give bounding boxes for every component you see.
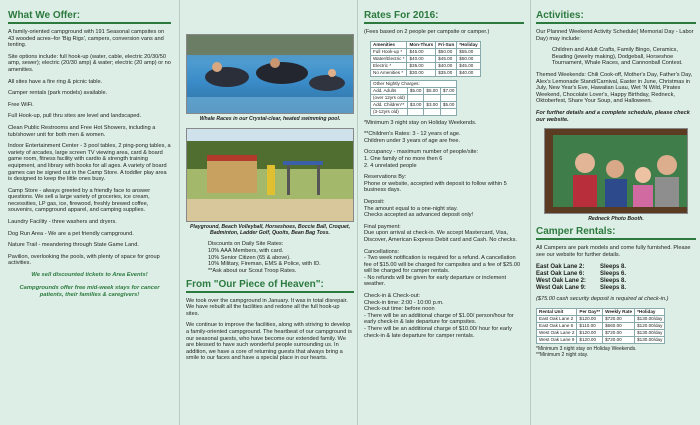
discount-item: **Ask about our Scout Troop Rates.: [208, 267, 297, 274]
table-cell: Full Hook-up *: [371, 48, 407, 55]
check-in-out: Check-in & Check-out: Check-in time: 2:00 - 10:00 p.m. Check-out time: before noon - There will be an additional charge of $1.00/ person/hour for early check-in & late departure for campsites. - There will be an additional charge of $10.00/ hour for early check-in & late departure for camper rentals.: [364, 293, 514, 339]
table-cell: $130.00/day: [635, 336, 665, 343]
offer-item: Camp Store - always greeted by a friendly face to answer questions. We sell a large variety of groceries, ice cream, necessities, LP gas, ice, firewood, freshly brewed coffee, souvenirs, campground apparel, and camping supplies.: [8, 187, 151, 214]
rental-unit-sleeps: Sleeps 8.: [600, 277, 627, 284]
table-cell: $40.00: [436, 62, 457, 69]
table-cell: East Oak Lane 2: [537, 315, 577, 322]
table-header-cell: Weekly Rate: [603, 308, 635, 315]
table-cell: (over 12yrs old): [371, 94, 408, 101]
rental-unit-sleeps: Sleeps 8.: [600, 263, 627, 270]
offer-item: Clean Public Restrooms and Free Hot Showers, including a tub/shower unit for both men & women.: [8, 124, 156, 138]
table-cell: $120.00: [577, 336, 603, 343]
table-header-cell: *Holiday: [457, 41, 480, 48]
rental-unit-name: East Oak Lane 6:: [536, 270, 585, 277]
table-cell: West Oak Lane 9: [537, 336, 577, 343]
table-cell: $35.00: [436, 69, 457, 76]
playground-photo-art: [187, 129, 354, 221]
table-cell: $120.00: [577, 315, 603, 322]
table-cell: $130.00/day: [635, 315, 665, 322]
sleeps-row: [536, 271, 696, 278]
offer-item: Site options include: full hook-up (water, cable, electric 20/30/50 amp, sewer); electric (20/30 amp) & water; electric (20 amp) or no amenities.: [8, 53, 171, 73]
themed-weekends: Themed Weekends: Chili Cook-off, Mother's Day, Father's Day, Alex's Lemonade Stand/Carnival, Easter in June, Christmas in July, New Year's Eve, Hawaiian Luau, Wet 'N Wild, Pirates Weekend, Chocolate Lover's, Happy Birthday, Redneck, Oktoberfest, Share Your Soup, and Halloween.: [536, 71, 693, 105]
final-payment: Final payment: Due upon arrival at check-in. We accept Mastercard, Visa, Discover, American Express Debit card and Cash. No checks.: [364, 223, 517, 243]
rental-row: [537, 322, 665, 329]
table-cell: $3.00: [407, 101, 424, 108]
what-we-offer-column: [0, 0, 177, 425]
table-cell: $120.00/day: [635, 322, 665, 329]
rental-unit-sleeps: Sleeps 8.: [600, 285, 627, 292]
rental-unit-sleeps: Sleeps 6.: [600, 270, 627, 277]
table-cell: $50.00: [436, 48, 457, 55]
table-header-cell: Mon-Thurs: [407, 41, 436, 48]
fold-line: [530, 0, 531, 425]
table-cell: $45.00: [407, 48, 436, 55]
table-cell: $40.00: [407, 55, 436, 62]
activities-column: [532, 0, 700, 425]
deposit: Deposit: The amount equal to a one-night stay. Checks accepted as advanced deposit only!: [364, 198, 474, 219]
offer-item: Free WiFi.: [8, 101, 34, 108]
table-cell: $720.00: [603, 315, 635, 322]
table-cell: $50.00: [457, 55, 480, 62]
table-cell: $3.00: [424, 101, 441, 108]
pool-photo: [186, 34, 354, 114]
table-cell: (3-12yrs old): [371, 108, 408, 115]
table-cell: Add. Children**: [371, 101, 408, 108]
discount-item: 10% Military, Fireman, EMS & Police, with ID.: [208, 261, 321, 268]
table-cell: $660.00: [603, 322, 635, 329]
rental-footnote-minimum: **Minimum 2 night stay.: [536, 351, 589, 358]
rental-unit-name: West Oak Lane 9:: [536, 285, 586, 292]
table-cell: $720.00: [603, 336, 635, 343]
rentals-intro: All Campers are park models and come fully furnished. Please see our website for further details.: [536, 245, 691, 258]
table-cell: $5.00: [440, 101, 457, 108]
rental-footnote-holiday: *Minimum 3 night stay on Holiday Weekends.: [536, 345, 637, 352]
offer-item: Full Hook-up, pull thru sites are level and landscaped.: [8, 113, 142, 120]
table-cell: No Amenities *: [371, 69, 407, 76]
other-charges-table: [370, 80, 457, 116]
offer-item: A family-oriented campground with 191 Seasonal campsites on 43 wooded acres–for 'Big Rigs', campers, conversion vans and tenting.: [8, 29, 165, 49]
rental-rates-table: [536, 308, 665, 344]
table-cell: [440, 108, 457, 115]
rate-row: [371, 55, 481, 62]
table-cell: [407, 94, 424, 101]
heaven-paragraph: We took over the campground in January. It was in total disrepair. We have rebuilt all the facilities and redone all the full hook-up sites.: [186, 297, 348, 317]
rental-unit-name: East Oak Lane 2:: [536, 263, 585, 270]
discount-list: [208, 248, 354, 274]
photo-booth-caption: Redneck Photo Booth.: [588, 216, 644, 223]
table-cell: $120.00: [577, 329, 603, 336]
discount-item: 10% Senior Citizen (65 & above).: [208, 254, 291, 261]
discounts-title: Discounts on Daily Site Rates:: [208, 240, 284, 247]
sleeps-row: [536, 285, 696, 292]
table-cell: [407, 108, 424, 115]
table-header-row: [371, 41, 481, 48]
table-cell: $110.00: [577, 322, 603, 329]
photo-booth-art: [545, 129, 688, 213]
heaven-list: [186, 298, 354, 362]
table-cell: $7.00: [440, 87, 457, 94]
midweek-note: Campgrounds offer free mid-week stays for cancer patients, their families & caregivers!: [19, 285, 160, 299]
pool-photo-art: [187, 35, 354, 113]
cancellations: Cancellations: - Two week notification is required for a refund. A cancellation fee of $15.00 will be charged for campsites and a fee of $25.00 will be charged for camper rentals. - No refunds will be given for early departure or inclement weather.: [364, 248, 521, 288]
offer-item: Camper rentals (park models) available.: [8, 90, 108, 97]
table-cell: Add. Adults: [371, 87, 408, 94]
rates-heading: Rates For 2016:: [364, 10, 524, 24]
offer-item: Pavilion, overlooking the pools, with plenty of space for group activities.: [8, 253, 160, 267]
rates-column: [360, 0, 528, 425]
rental-row: [537, 329, 665, 336]
table-cell: $130.00/day: [635, 329, 665, 336]
table-cell: $45.00: [457, 62, 480, 69]
offer-item: All sites have a fire ring & picnic table.: [8, 78, 103, 85]
photos-column: [182, 0, 354, 425]
playground-caption: Playground, Beach Volleyball, Horseshoes, Boccie Ball, Croquet, Badminton, Ladder Golf, Quoits, Bean Bag Toss.: [189, 224, 351, 237]
charge-row: [371, 94, 457, 101]
reservations: Reservations By: Phone or website, accepted with deposit to follow within 5 business days.: [364, 174, 507, 194]
sleeps-row: [536, 264, 696, 271]
table-cell: $55.00: [457, 48, 480, 55]
rental-row: [537, 315, 665, 322]
offer-item: Dog Run Area - We are a pet friendly campground.: [8, 230, 134, 237]
activities-children: Children and Adult Crafts, Family Bingo, Ceramics, Beading (jewelry making), Dodgeball, Horseshoe Tournament, Whale Races, and Cannonball Contest.: [552, 47, 683, 67]
min-stay-note: *Minimum 3 night stay on Holiday Weekends.: [364, 119, 477, 126]
table-header-cell: *Holiday: [635, 308, 665, 315]
fold-line: [357, 0, 358, 425]
charge-row: [371, 108, 457, 115]
sleeps-row: [536, 278, 696, 285]
rental-footnotes: [536, 346, 696, 358]
rates-intro: (Fees based on 2 people per campsite or camper.): [364, 29, 490, 35]
table-cell: $5.00: [407, 87, 424, 94]
charge-row: [371, 101, 457, 108]
tickets-note: We sell discounted tickets to Area Events!: [31, 272, 148, 279]
heaven-heading: From "Our Piece of Heaven":: [186, 279, 354, 293]
pool-caption: Whale Races in our Crystal-clear, heated swimming pool.: [199, 116, 341, 122]
table-cell: [440, 94, 457, 101]
table-header-cell: Rental Unit: [537, 308, 577, 315]
offer-list: [8, 29, 171, 267]
table-cell: West Oak Lane 2: [537, 329, 577, 336]
rental-unit-name: West Oak Lane 2:: [536, 277, 586, 284]
charge-row: [371, 87, 457, 94]
fold-line: [179, 0, 180, 425]
discount-item: 10% AAA Members, with card.: [208, 248, 284, 255]
photo-booth-photo: [544, 128, 688, 214]
table-cell: $40.00: [457, 69, 480, 76]
further-details: For further details and a complete schedule, please check our website.: [536, 109, 690, 123]
table-header-cell: Fri-Sun: [436, 41, 457, 48]
table-header-cell: Amenities: [371, 41, 407, 48]
table-cell: Water/Electric *: [371, 55, 407, 62]
security-deposit: ($75.00 cash security deposit is required at check-in.): [536, 296, 669, 303]
offer-item: Laundry Facility - three washers and dryers.: [8, 219, 117, 226]
rate-row: [371, 48, 481, 55]
table-cell: [424, 108, 441, 115]
table-cell: $5.00: [424, 87, 441, 94]
table-header-row: [537, 308, 665, 315]
playground-photo: [186, 128, 354, 222]
discounts-block: [186, 241, 354, 275]
rate-row: [371, 62, 481, 69]
table-cell: $45.00: [436, 55, 457, 62]
children-rates: **Children's Rates: 3 - 12 years of age. Children under 3 years of age are free.: [364, 131, 461, 144]
offer-item: Nature Trail - meandering through State Game Land.: [8, 242, 139, 249]
offer-item: Indoor Entertainment Center - 3 pool tables, 2 ping-pong tables, a variety of arcades, large screen TV viewing area, card & board game room, fitness facility with cardio & strength training equipment, and library with books for all ages. A variety of board games can be signed out in the Camp Store. A toddler play area is designed to keep the little ones busy.: [8, 143, 171, 183]
table-cell: $30.00: [407, 69, 436, 76]
activities-intro: Our Planned Weekend Activity Schedule( Memorial Day - Labor Day) may include:: [536, 29, 694, 42]
rates-table: [370, 41, 481, 77]
table-cell: $35.00: [407, 62, 436, 69]
table-header-cell: Per Day**: [577, 308, 603, 315]
heaven-paragraph: We continue to improve the facilities, along with striving to develop a family-oriented campground. The heartbeat of our campground is our seasonal guests, who have become our extended family. We are blessed to have such wonderful people surrounding us. In addition, we have a core of returning guests that always bring a smile to our faces and have a special place in our hearts.: [186, 322, 352, 362]
other-charges-title: Other Nightly Charges:: [371, 80, 457, 87]
rental-row: [537, 336, 665, 343]
occupancy: Occupancy - maximum number of people/site: 1. One family of no more then 6 2. 4 unrelated people: [364, 149, 479, 169]
other-charges-title-row: [371, 80, 457, 87]
activities-heading: Activities:: [536, 10, 696, 24]
rate-row: [371, 69, 481, 76]
table-cell: Electric *: [371, 62, 407, 69]
table-cell: [424, 94, 441, 101]
what-we-offer-heading: What We Offer:: [8, 10, 171, 24]
sleeps-list: [536, 264, 696, 293]
table-cell: East Oak Lane 6: [537, 322, 577, 329]
table-cell: $720.00: [603, 329, 635, 336]
camper-rentals-heading: Camper Rentals:: [536, 226, 696, 240]
